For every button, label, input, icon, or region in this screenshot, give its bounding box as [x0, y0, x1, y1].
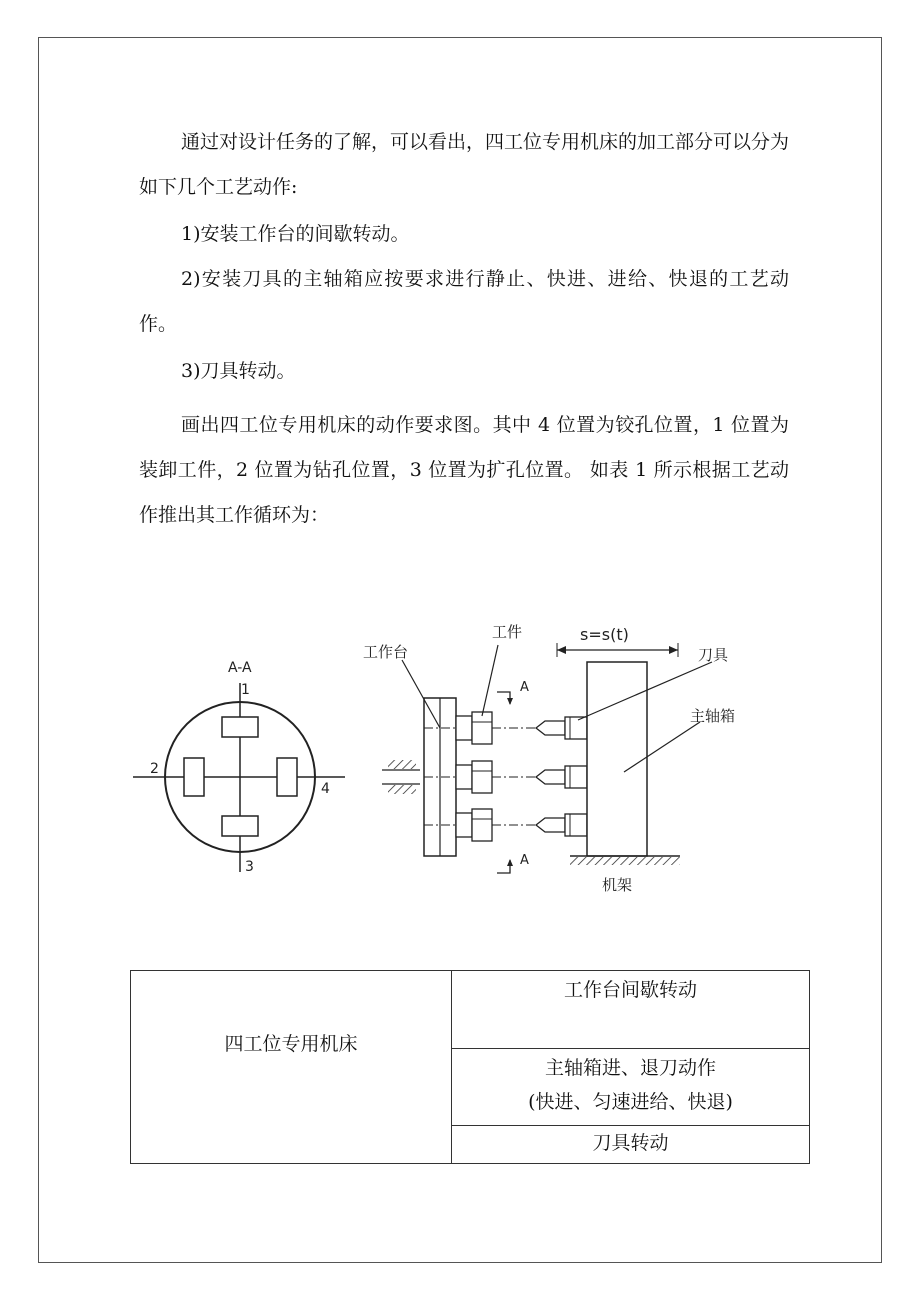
- frame-hatch: [570, 857, 680, 865]
- worktable-label: 工作台: [363, 643, 409, 661]
- frame-label: 机架: [602, 876, 633, 894]
- paragraph-step-2: 2)安装刀具的主轴箱应按要求进行静止、快进、进给、快退的工艺动作。: [139, 268, 789, 335]
- paragraph-intro: 通过对设计任务的了解，可以看出，四工位专用机床的加工部分可以分为如下几个工艺动作:: [139, 131, 790, 198]
- table-row-tool-rotation: 刀具转动: [592, 1132, 669, 1154]
- tool-middle: [536, 766, 587, 788]
- support-hatch-bottom: [388, 785, 416, 794]
- section-mark-bottom: A: [520, 853, 529, 868]
- workpiece-position-4: [277, 758, 297, 796]
- paragraph-step-1: 1)安装工作台的间歇转动。: [181, 223, 410, 245]
- workpiece-position-2: [184, 758, 204, 796]
- workpiece-middle: [456, 761, 492, 793]
- table-machine-name: 四工位专用机床: [224, 1033, 358, 1055]
- spindle-box-label: 主轴箱: [690, 707, 736, 725]
- support-hatch-top: [388, 760, 416, 769]
- position-label-4: 4: [321, 781, 330, 797]
- machine-diagram: [0, 600, 920, 910]
- section-view: [133, 660, 345, 875]
- position-label-3: 3: [245, 859, 254, 875]
- position-label-2: 2: [150, 761, 159, 777]
- section-mark-top: A: [520, 680, 529, 695]
- side-view: [363, 623, 735, 894]
- position-label-1: 1: [241, 682, 250, 698]
- spindle-box: [587, 662, 647, 856]
- table-row-spindle-feed: 主轴箱进、退刀动作: [544, 1057, 716, 1079]
- tool-bottom: [536, 814, 587, 836]
- work-cycle-table: [130, 970, 810, 1164]
- paragraph-step-3: 3)刀具转动。: [181, 360, 296, 382]
- workpiece-label: 工件: [492, 623, 523, 641]
- paragraph-description: 画出四工位专用机床的动作要求图。其中 4 位置为铰孔位置，1 位置为装卸工件，2 位置为钻孔位置，3 位置为扩孔位置。 如表 1 所示根据工艺动作推出其工作循环为：: [139, 414, 789, 526]
- table-row-spindle-feed-detail: (快进、匀速进给、快退): [528, 1091, 733, 1113]
- section-label: A-A: [228, 660, 252, 676]
- tool-label: 刀具: [698, 646, 729, 664]
- workpiece-position-3: [222, 816, 258, 836]
- tool-top: [536, 717, 587, 739]
- workpiece-position-1: [222, 717, 258, 737]
- table-row-worktable-rotation: 工作台间歇转动: [563, 979, 697, 1001]
- displacement-label: s=s(t): [580, 625, 629, 644]
- workpiece-top: [456, 712, 492, 744]
- workpiece-bottom: [456, 809, 492, 841]
